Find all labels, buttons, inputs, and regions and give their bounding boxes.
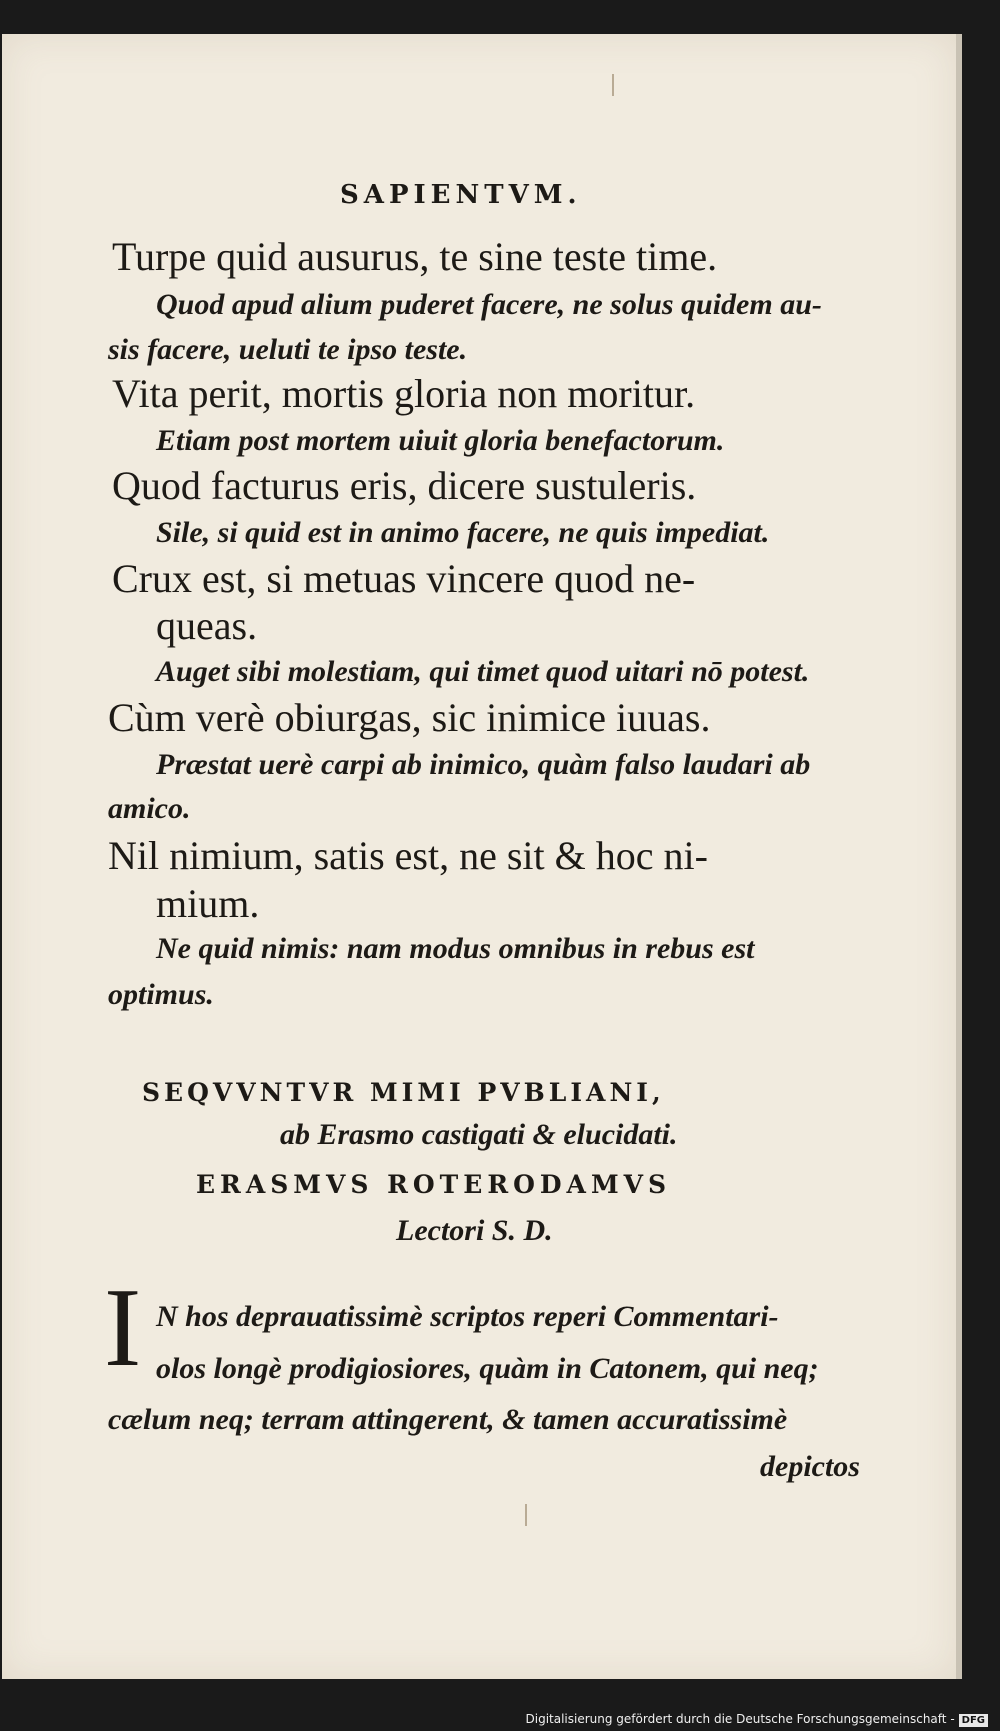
- drop-cap: I: [104, 1266, 142, 1390]
- body-line: cælum neq; terram attingerent, & tamen accuratissimè: [108, 1403, 788, 1436]
- running-header: SAPIENTVM.: [340, 180, 582, 210]
- commentary-line: Ne quid nimis: nam modus omnibus in rebus est: [156, 932, 755, 965]
- verse-line: Cùm verè obiurgas, sic inimice iuuas.: [108, 695, 711, 740]
- verse-line: Nil nimium, satis est, ne sit & hoc ni-: [108, 833, 708, 878]
- footer-text: Digitalisierung gefördert durch die Deutsche Forschungsgemeinschaft -: [525, 1712, 955, 1726]
- salutation: Lectori S. D.: [396, 1214, 553, 1247]
- body-line: N hos deprauatissimè scriptos reperi Commentari-: [156, 1300, 779, 1333]
- commentary-line: Etiam post mortem uiuit gloria benefactorum.: [156, 424, 725, 457]
- commentary-line: Præstat uerè carpi ab inimico, quàm falso laudari ab: [156, 748, 811, 781]
- author-name: ERASMVS ROTERODAMVS: [196, 1170, 672, 1199]
- verse-line: mium.: [156, 881, 260, 926]
- verse-line: queas.: [156, 603, 258, 648]
- body-line: olos longè prodigiosiores, quàm in Catonem, qui neq;: [156, 1352, 819, 1385]
- footer-credit: [0, 1712, 1000, 1727]
- commentary-line: Auget sibi molestiam, qui timet quod uitari nō potest.: [156, 655, 810, 688]
- section-subtitle: ab Erasmo castigati & elucidati.: [280, 1118, 678, 1151]
- paper-mark: [612, 74, 614, 96]
- verse-line: Vita perit, mortis gloria non moritur.: [112, 371, 696, 416]
- paper-mark: [525, 1504, 527, 1526]
- commentary-line: sis facere, ueluti te ipso teste.: [108, 333, 468, 366]
- verse-line: Turpe quid ausurus, te sine teste time.: [112, 234, 718, 279]
- verse-line: Quod facturus eris, dicere sustuleris.: [112, 463, 697, 508]
- section-title: SEQVVNTVR MIMI PVBLIANI,: [142, 1078, 665, 1107]
- commentary-line: optimus.: [108, 978, 214, 1011]
- commentary-line: Sile, si quid est in animo facere, ne quis impediat.: [156, 516, 770, 549]
- commentary-line: amico.: [108, 792, 191, 825]
- catchword: depictos: [760, 1450, 860, 1483]
- verse-line: Crux est, si metuas vincere quod ne-: [112, 556, 696, 601]
- commentary-line: Quod apud alium puderet facere, ne solus quidem au-: [156, 288, 822, 321]
- dfg-logo: DFG: [959, 1714, 988, 1727]
